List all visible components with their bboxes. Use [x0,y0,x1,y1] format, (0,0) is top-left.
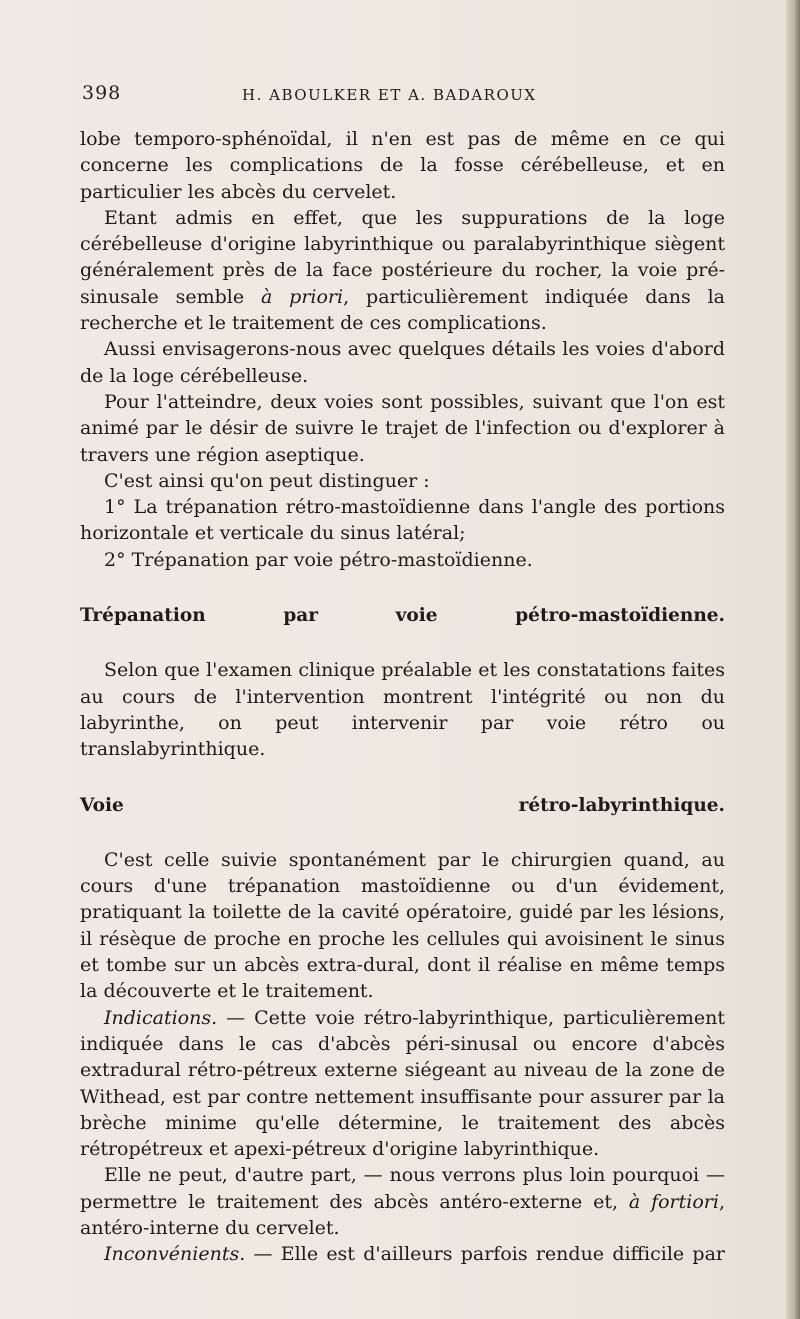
list-item [80,547,725,573]
paragraph-text: C'est celle suivie spontanément par le chirurgien quand, au cours d'une trépanation mastoïdienne ou d'un évidement, pratiquant la toilette de la cavité opératoire, guidé par les lésions, il résèque de proche en proche les cellules qui avoisinent le sinus et tombe sur un abcès extra-dural, dont il réalise en même temps la découverte et le traitement. [80,848,725,1003]
paragraph-text: Aussi envisagerons-nous avec quelques détails les voies d'abord de la loge cérébelleuse. [80,338,725,387]
paragraph-text: Etant admis en effet, que les suppurations de la loge cérébelleuse d'origine labyrinthique ou paralabyrinthique siègent généralement près de la face postérieure du rocher, la voie pré-sinusale semble [80,206,725,308]
subsection-heading: Voie rétro-labyrinthique. [80,794,725,816]
paragraph-text: — Elle est d'ailleurs parfois rendue difficile par [253,1243,725,1266]
page-number: 398 [82,82,122,104]
paragraph [80,1162,725,1241]
spacer [80,819,725,847]
paragraph [80,389,725,468]
paragraph-text: Selon que l'examen clinique préalable et les constatations faites au cours de l'intervention montrent l'intégrité ou non du labyrinthe, on peut intervenir par voie rétro ou translabyrinthique. [80,659,725,761]
italic-phrase: à fortiori [628,1190,719,1213]
running-head [82,82,722,112]
spacer [80,629,725,657]
paragraph [80,205,725,336]
paragraph [80,468,725,494]
italic-label: Inconvénients. [104,1243,246,1266]
list-item [80,494,725,547]
paragraph [80,336,725,389]
paragraph-text: — Cette voie rétro-labyrinthique, particulièrement indiquée dans le cas d'abcès péri-sinusal ou encore d'abcès extradural rétro-pétreux externe siégeant au niveau de la zone de Withead, est par contre nettement insuffisante pour assurer par la brèche minime qu'elle détermine, le traitement des abcès rétropétreux et apexi-pétreux d'origine labyrinthique. [80,1006,725,1161]
running-head-authors: H. ABOULKER ET A. BADAROUX [242,86,537,104]
section-heading: Trépanation par voie pétro-mastoïdienne. [80,605,725,627]
spacer [80,763,725,793]
list-item-text: 2° Trépanation par voie pétro-mastoïdienne. [104,548,533,571]
paragraph-text: C'est ainsi qu'on peut distinguer : [104,469,430,492]
paragraph [80,847,725,1005]
paragraph-text: , particulièrement indiquée dans la recherche et le traitement de ces complications. [80,285,726,335]
body-text [80,126,725,1268]
italic-phrase: à priori [260,285,344,308]
paragraph-text: , antéro-interne du cervelet. [80,1190,725,1239]
paragraph [80,1005,725,1163]
paragraph [80,657,725,762]
spacer [80,573,725,603]
paragraph-text: lobe temporo-sphénoïdal, il n'en est pas de même en ce qui concerne les complications de la fosse cérébelleuse, et en particulier les abcès du cervelet. [80,128,725,203]
paragraph-continuation [80,126,725,205]
list-item-text: 1° La trépanation rétro-mastoïdienne dans l'angle des portions horizontale et verticale du sinus latéral; [80,496,725,545]
paragraph-text: Pour l'atteindre, deux voies sont possibles, suivant que l'on est animé par le désir de suivre le trajet de l'infection ou d'explorer à travers une région aseptique. [80,390,725,466]
paragraph [80,1241,725,1267]
italic-label: Indications. [104,1006,218,1029]
paragraph-text: Elle ne peut, d'autre part, — nous verrons plus loin pourquoi — permettre le traitement des abcès antéro-externe et, [80,1164,725,1213]
page-edge [786,0,800,1319]
